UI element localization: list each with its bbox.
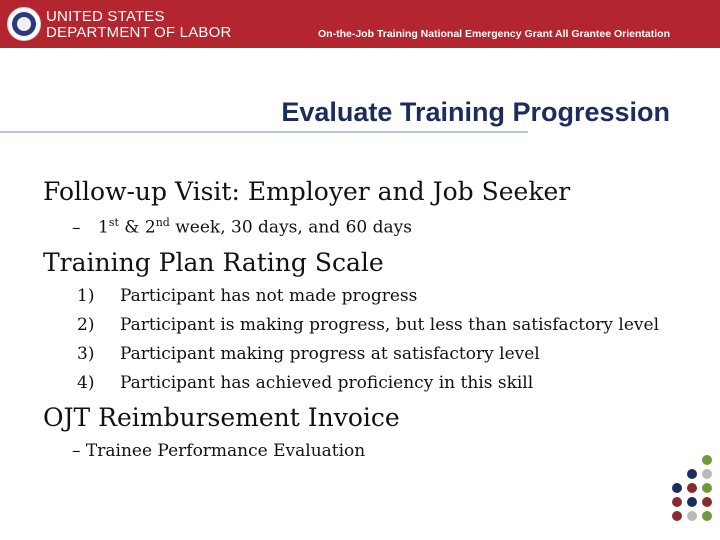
rating-item <box>77 373 533 393</box>
section-heading-rating-scale: Training Plan Rating Scale <box>43 248 384 277</box>
decorative-dot <box>702 483 712 493</box>
decorative-dot <box>687 469 697 479</box>
decorative-dot <box>702 455 712 465</box>
decorative-dot <box>672 511 682 521</box>
first-week-sup: st <box>108 216 119 229</box>
decorative-dot <box>702 469 712 479</box>
rating-text: Participant making progress at satisfactory level <box>120 344 540 364</box>
header-tagline: On-the-Job Training National Emergency Grant All Grantee Orientation <box>318 28 670 40</box>
decorative-dot <box>702 497 712 507</box>
rating-item <box>77 344 540 364</box>
rating-item <box>77 315 659 335</box>
decorative-dot <box>672 497 682 507</box>
decorative-dot <box>687 511 697 521</box>
department-seal-icon <box>7 7 41 41</box>
decorative-dot <box>672 483 682 493</box>
second-week-sup: nd <box>155 216 170 229</box>
org-name-line2: DEPARTMENT OF LABOR <box>46 24 232 41</box>
section-heading-followup: Follow-up Visit: Employer and Job Seeker <box>43 177 571 206</box>
first-week-num: 1 <box>98 217 109 238</box>
rating-item <box>77 286 417 306</box>
decorative-dot <box>702 511 712 521</box>
rating-text: Participant is making progress, but less than satisfactory level <box>120 315 660 335</box>
invoice-sub-item: – Trainee Performance Evaluation <box>72 441 366 461</box>
second-week-num: 2 <box>144 217 156 238</box>
org-name-line1: UNITED STATES <box>46 8 165 25</box>
header-band <box>0 0 720 48</box>
rating-number: 4) <box>77 373 95 393</box>
schedule-rest: week, 30 days, and 60 days <box>169 217 412 238</box>
organization-name <box>46 9 232 41</box>
rating-text: Participant has achieved proficiency in this skill <box>120 373 534 393</box>
rating-number: 2) <box>77 315 95 335</box>
section-heading-invoice: OJT Reimbursement Invoice <box>43 403 400 432</box>
slide-title: Evaluate Training Progression <box>281 97 670 127</box>
ampersand: & <box>118 217 145 238</box>
rating-number: 3) <box>77 344 95 364</box>
followup-schedule <box>72 216 412 238</box>
bullet-dash: – <box>72 217 81 238</box>
title-divider <box>0 131 528 133</box>
decorative-dot <box>687 497 697 507</box>
rating-text: Participant has not made progress <box>120 286 418 306</box>
rating-number: 1) <box>77 286 95 306</box>
decorative-dot <box>687 483 697 493</box>
